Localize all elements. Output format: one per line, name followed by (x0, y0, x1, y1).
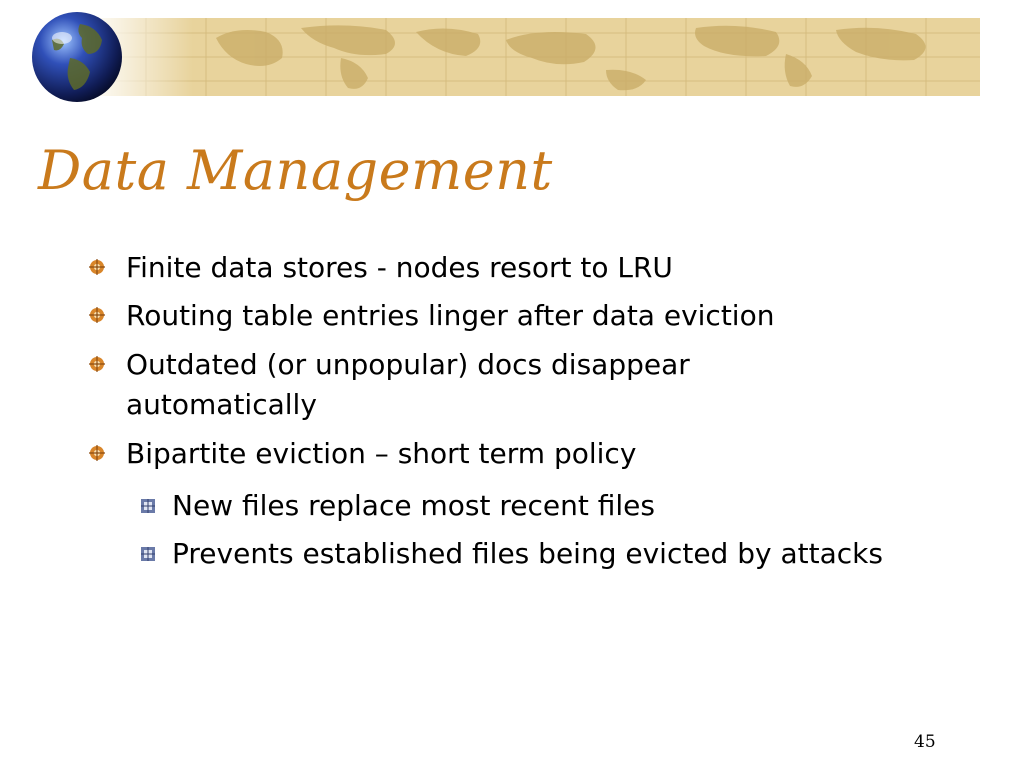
sub-bullet-item: New files replace most recent files (172, 489, 655, 522)
globe-icon (30, 10, 124, 104)
bullet-item: Bipartite eviction – short term policy (126, 437, 637, 470)
bullet-item: Finite data stores - nodes resort to LRU (126, 251, 673, 284)
sub-bullet-item: Prevents established files being evicted by attacks (172, 537, 883, 570)
sun-bullet-icon (88, 258, 106, 276)
sun-bullet-icon (88, 355, 106, 373)
sun-bullet-icon (88, 444, 106, 462)
slide-title: Data Management (38, 139, 553, 202)
square-bullet-icon (140, 498, 156, 514)
world-map-banner-icon (86, 18, 980, 96)
bullet-item: Routing table entries linger after data eviction (126, 299, 775, 332)
sun-bullet-icon (88, 306, 106, 324)
header-banner (0, 0, 1024, 110)
square-bullet-icon (140, 546, 156, 562)
page-number: 45 (914, 732, 936, 752)
bullet-item-continuation: automatically (126, 388, 317, 421)
bullet-item: Outdated (or unpopular) docs disappear (126, 348, 690, 381)
